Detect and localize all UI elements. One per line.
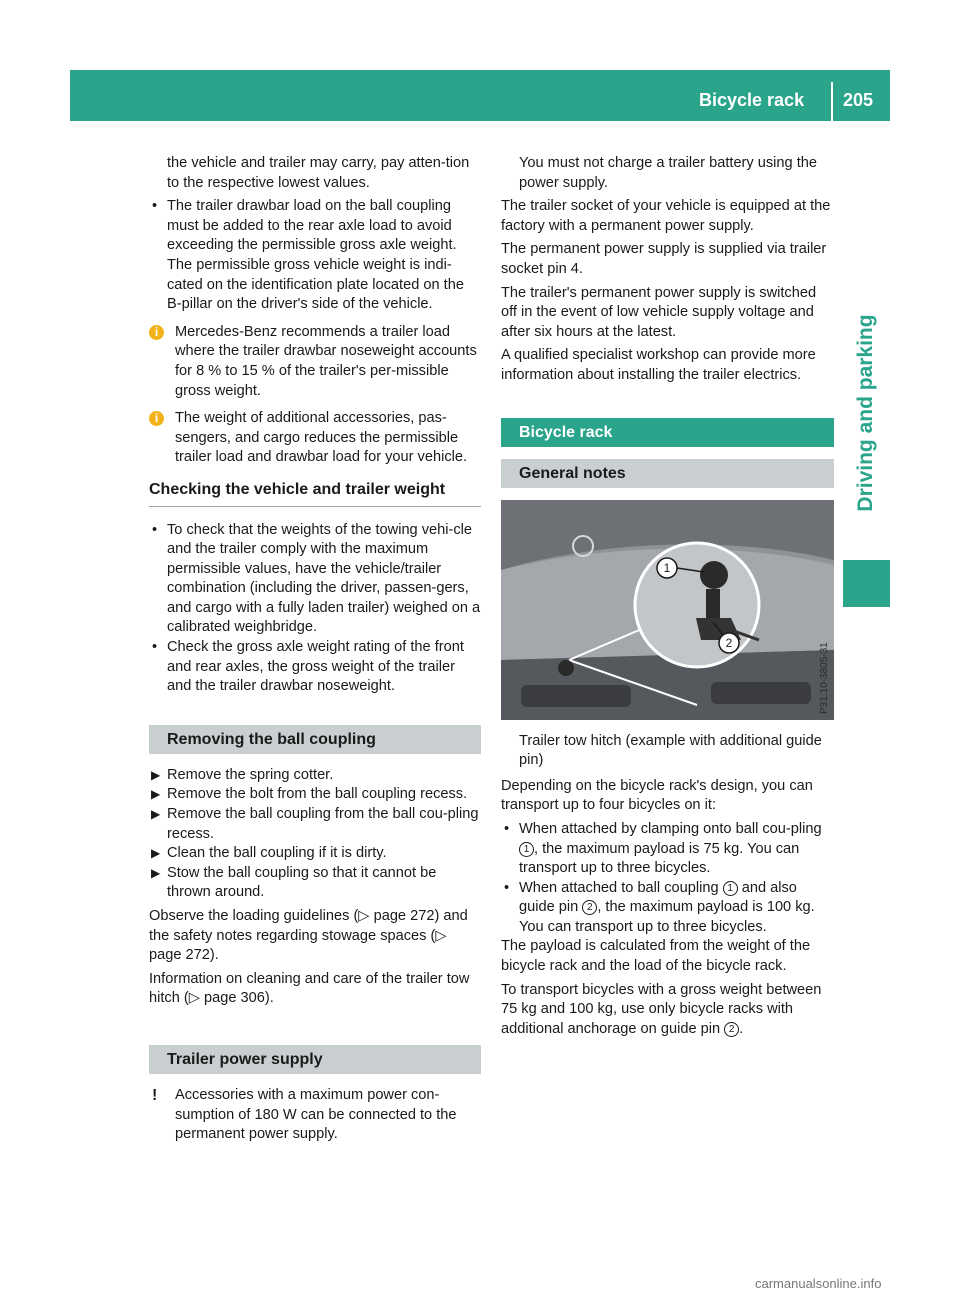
heading-bicycle-rack: Bicycle rack [501,418,834,447]
bullet-mark: • [152,521,158,538]
switch-off-text: The trailer's permanent power supply is switched off in the event of low vehicle supply voltage and after six hours at the latest. [501,284,817,340]
bullet-check-weights [149,521,481,639]
warning-continued: You must not charge a trailer battery using the power supply. [519,155,817,191]
step-text: Stow the ball coupling so that it cannot be thrown around. [167,864,437,901]
bullet-text: , the maximum payload is 75 kg. You can transport up to three bicycles. [519,840,800,877]
tow-hitch-illustration [501,500,834,720]
bullet-guide-pin [501,879,834,938]
callout-1-icon: 1 [723,881,738,896]
step-item [149,864,481,903]
step-text: Clean the ball coupling if it is dirty. [167,845,387,862]
transport-text [501,981,834,1040]
transport-text-end: . [739,1020,744,1037]
page-number: 205 [843,90,874,110]
bullet-mark: • [152,639,158,656]
heading-general-notes: General notes [501,459,834,488]
section-title: Bicycle rack [699,90,805,110]
bullet-mark: • [504,879,510,896]
heading-removing-ball-coupling: Removing the ball coupling [149,725,481,754]
header-divider [831,82,833,121]
step-item [149,844,481,864]
bullet-text: When attached by clamping onto ball cou-pling [519,820,822,837]
bullet-text: When attached to ball coupling [519,879,719,896]
callout-1: 1 [663,560,671,575]
step-arrow-icon: ▶ [151,846,161,861]
trailer-socket-text: The trailer socket of your vehicle is equipped at the factory with a permanent power supply. [501,198,831,234]
bullet-mark: • [152,198,158,215]
intro-continued: the vehicle and trailer may carry, pay atten-tion to the respective lowest values. [167,155,470,191]
workshop-text: A qualified specialist workshop can provide more information about installing the trailer electrics. [501,347,816,383]
callout-2-icon: 2 [724,1022,739,1037]
bullet-text: and also guide pin [519,879,797,916]
step-item [149,785,481,805]
info-note-2 [149,409,481,468]
watermark: carmanualsonline.info [755,1276,882,1291]
callout-2: 2 [725,635,733,650]
info-icon: i [149,411,164,426]
figure-code: P31.10-3805-31 [819,641,830,714]
step-text: Remove the spring cotter. [167,766,334,783]
figure-caption: Trailer tow hitch (example with additional guide pin) [519,732,822,769]
heading-checking-weight: Checking the vehicle and trailer weight [149,480,481,507]
callout-1-icon: 1 [519,842,534,857]
info-text: Mercedes-Benz recommends a trailer load where the trailer drawbar noseweight accounts for 8 % to 15 % of the trailer's per-missible gross weight. [175,323,477,399]
bullet-clamping [501,820,834,879]
info-text: The weight of additional accessories, pas-sengers, and cargo reduces the permissible trailer load and drawbar load for your vehicle. [175,410,468,466]
warning-text: Accessories with a maximum power con-sumption of 180 W can be connected to the permanent power supply. [175,1086,457,1143]
heading-trailer-power-supply: Trailer power supply [149,1045,481,1074]
depending-text: Depending on the bicycle rack's design, you can transport up to four bicycles on it: [501,777,813,814]
chapter-marker [843,560,890,607]
chapter-tab-label: Driving and parking [854,314,878,512]
chapter-tab [843,300,890,527]
step-arrow-icon: ▶ [151,865,161,880]
bullet-text: The trailer drawbar load on the ball coupling must be added to the rear axle load to avoid exceeding the permissible gross axle weight. The permissible gross vehicle weight is indi-cated on the identification plate located on the B-pillar on the driver's side of the vehicle. [167,198,464,313]
info-icon: i [149,325,164,340]
observe-guidelines: Observe the loading guidelines (▷ page 272) and the safety notes regarding stowage spaces (▷ page 272). [149,908,468,964]
cleaning-info: Information on cleaning and care of the trailer tow hitch (▷ page 306). [149,970,470,1007]
step-arrow-icon: ▶ [151,767,161,782]
step-item [149,766,481,786]
bullet-text: , the maximum payload is 100 kg. You can transport up to three bicycles. [519,899,815,935]
left-column [149,154,481,1145]
step-text: Remove the bolt from the ball coupling recess. [167,786,468,803]
permanent-supply-text: The permanent power supply is supplied via trailer socket pin 4. [501,241,827,277]
callout-2-icon: 2 [582,900,597,915]
step-item [149,805,481,844]
warning-note [149,1086,481,1145]
bullet-mark: • [504,820,510,837]
bullet-text: To check that the weights of the towing vehi-cle and the trailer comply with the maximum permissible values, have the vehicle/trailer combination (including the driver, passen-gers, and cargo with a fully laden trailer) weighed on a calibrated weighbridge. [167,521,481,636]
step-text: Remove the ball coupling from the ball cou-pling recess. [167,806,479,842]
step-arrow-icon: ▶ [151,787,161,802]
warning-icon: ! [152,1086,158,1104]
payload-text: The payload is calculated from the weight of the bicycle rack and the load of the bicycle rack. [501,938,811,975]
step-arrow-icon: ▶ [151,807,161,822]
bullet-check-axle [149,638,481,697]
bullet-text: Check the gross axle weight rating of the front and rear axles, the gross weight of the trailer and the trailer drawbar noseweight. [167,639,464,695]
tow-hitch-drawing [501,500,834,720]
right-column [501,154,834,1043]
info-note-1 [149,323,481,401]
transport-text-main: To transport bicycles with a gross weight between 75 kg and 100 kg, use only bicycle racks with additional anchorage on guide pin [501,981,822,1037]
bullet-drawbar [149,197,481,315]
